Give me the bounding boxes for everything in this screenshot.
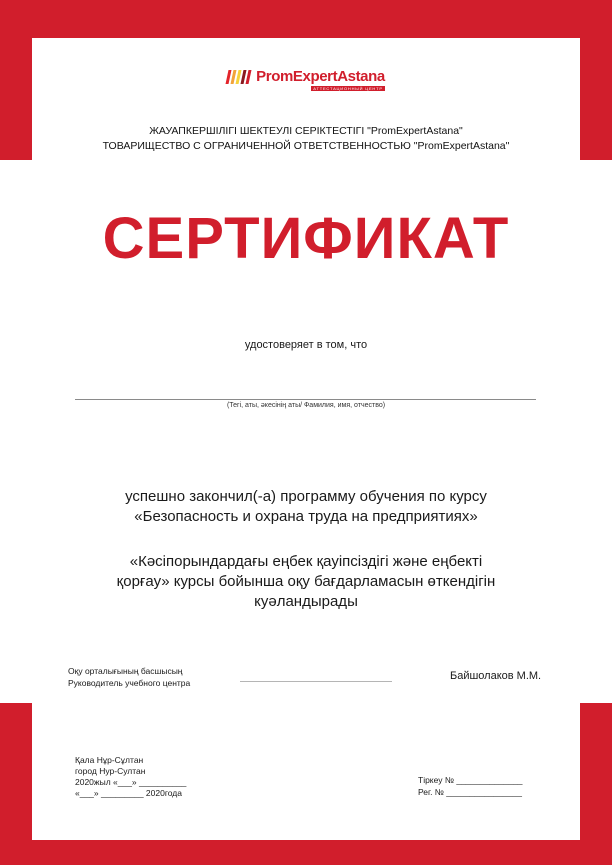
certificate-title: СЕРТИФИКАТ (102, 206, 510, 271)
city-ru: город Нур-Султан (75, 766, 146, 776)
brand-tagline: АТТЕСТАЦИОННЫЙ ЦЕНТР (313, 86, 383, 91)
brand-name: PromExpertAstana (256, 68, 385, 85)
organization-ru: ТОВАРИЩЕСТВО С ОГРАНИЧЕННОЙ ОТВЕТСТВЕННОСТЬЮ "PromExpertAstana" (102, 140, 510, 152)
logo-stripe (246, 70, 252, 84)
course-kz-line-1: «Кәсіпорындардағы еңбек қауіпсіздігі және еңбекті (129, 553, 483, 570)
signature-label-kz: Оқу орталығының басшысың (68, 666, 183, 676)
brand-logo (0, 68, 612, 96)
course-ru-line-2: «Безопасность и охрана труда на предприятиях» (134, 508, 478, 525)
organization-kz: ЖАУАПКЕРШІЛІГІ ШЕКТЕУЛІ СЕРІКТЕСТІГІ "PromExpertAstana" (149, 125, 463, 137)
signature-label (68, 665, 190, 689)
registration-ru: Рег. № ________________ (418, 787, 522, 797)
signature-label-ru: Руководитель учебного центра (68, 678, 191, 688)
signatory-name: Байшолаков М.М. (450, 670, 542, 682)
course-kz-line-2: қорғау» курсы бойынша оқу бағдарламасын өткендігін (116, 573, 496, 590)
course-kz (0, 552, 612, 612)
name-hint: (Тегі, аты, әкесінің аты/ Фамилия, имя, отчество) (226, 402, 386, 409)
registration-block (418, 774, 523, 798)
signature-line (240, 681, 392, 682)
course-ru (0, 487, 612, 527)
city-date-block (75, 755, 186, 799)
registration-kz: Тіркеу № ______________ (418, 775, 523, 785)
course-ru-line-1: успешно закончил(-а) программу обучения по курсу (125, 488, 487, 505)
logo-stripes-icon (227, 70, 250, 84)
date-kz: 2020жыл «___» __________ (75, 777, 187, 787)
date-ru: «___» _________ 2020года (75, 788, 182, 798)
name-line (75, 399, 536, 400)
certificate-sheet (32, 38, 580, 840)
course-kz-line-3: куәландырады (254, 593, 358, 610)
certifies-text: удостоверяет в том, что (244, 339, 368, 351)
city-kz: Қала Нұр-Сұлтан (75, 755, 144, 765)
